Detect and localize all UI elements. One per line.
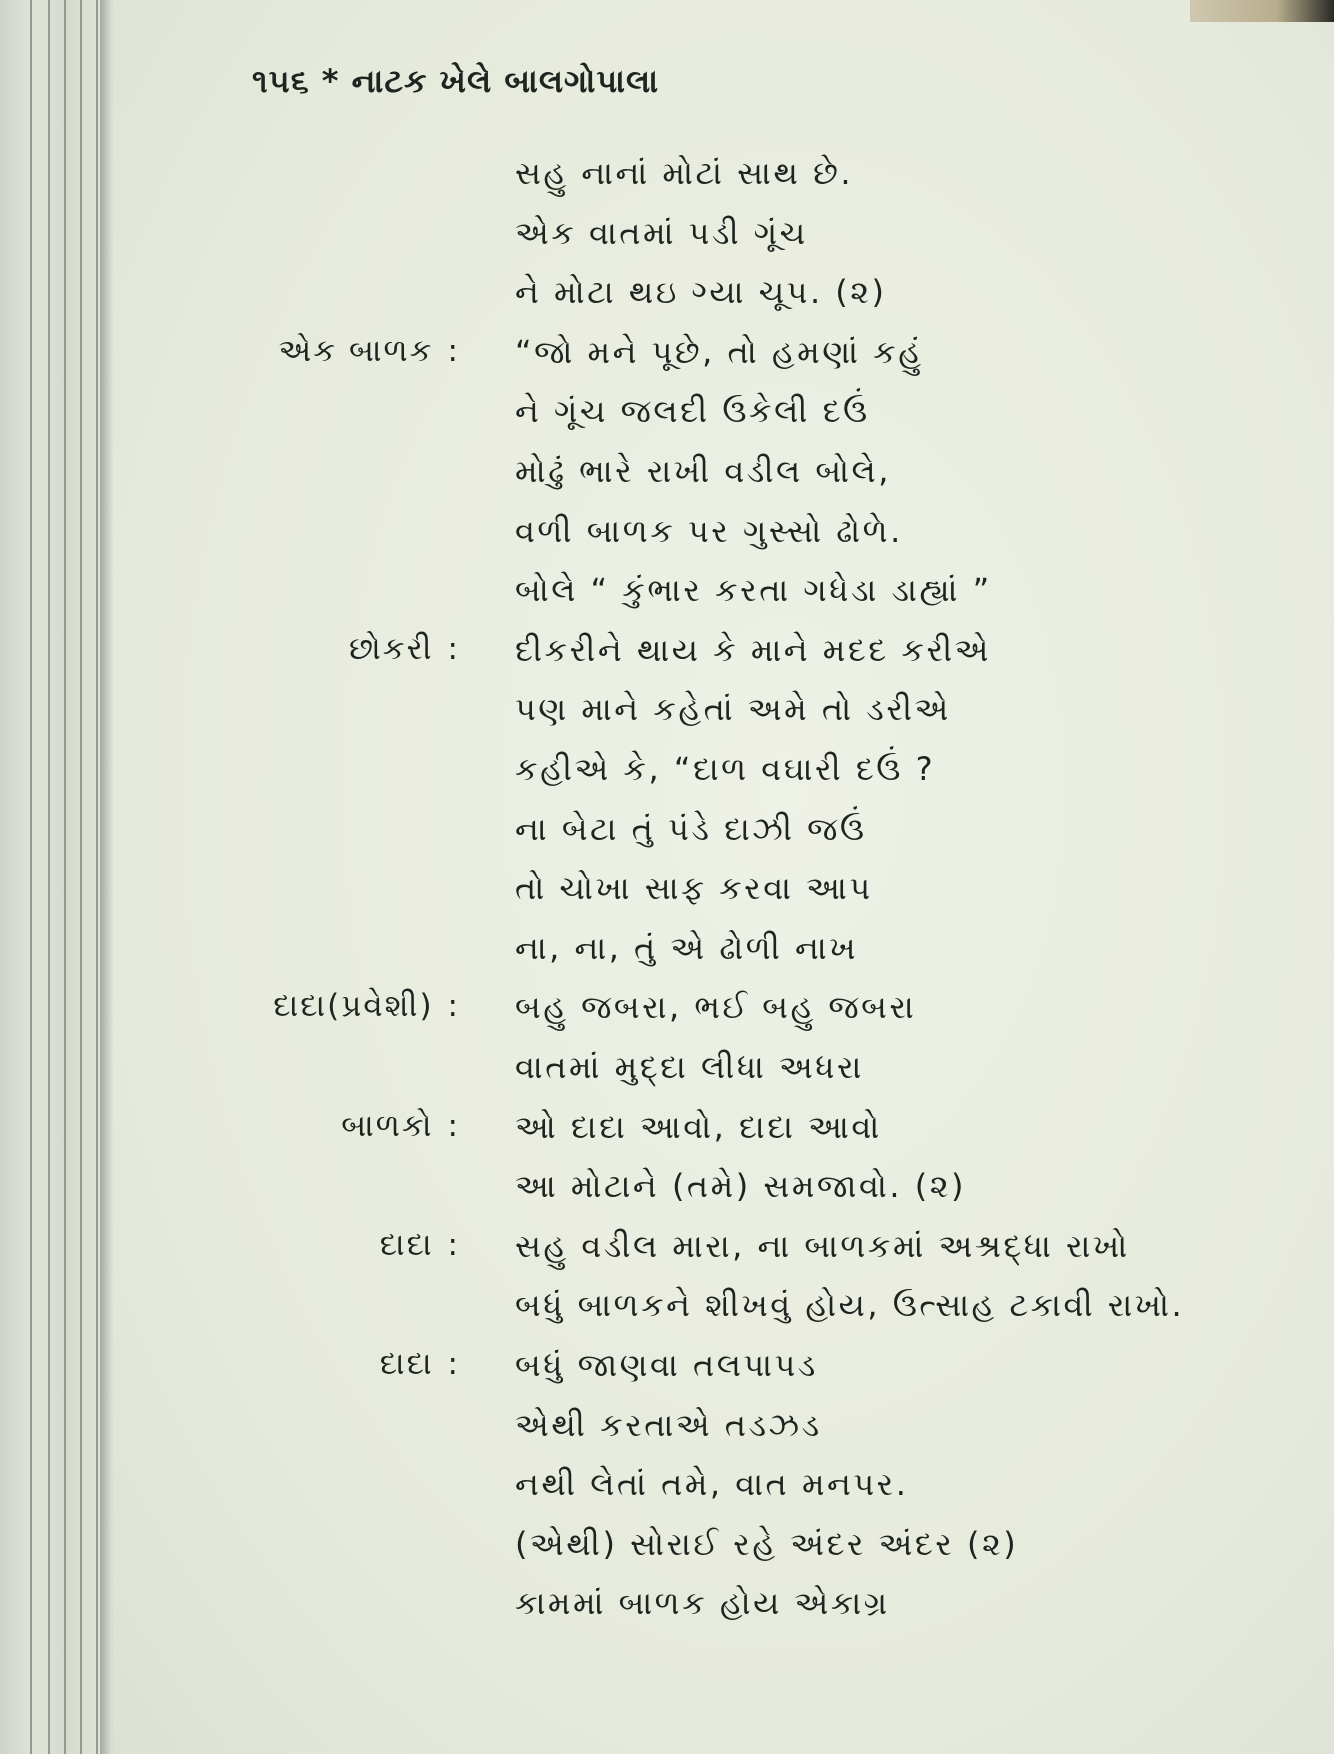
- dialogue-text: નથી લેતાં તમે, વાત મનપર.: [515, 1465, 909, 1504]
- speaker-name: એક બાળક: [278, 332, 434, 369]
- speaker-colon: :: [447, 1346, 460, 1382]
- speaker-label: [273, 988, 460, 1025]
- script-line: [0, 1461, 1334, 1521]
- dialogue-text: એક વાતમાં પડી ગૂંચ: [515, 213, 808, 252]
- dialogue-text: આ મોટાને (તમે) સમજાવો. (૨): [515, 1167, 966, 1206]
- dialogue-text: સહુ વડીલ મારા, ના બાળકમાં અશ્રદ્ધા રાખો: [515, 1226, 1130, 1265]
- script-line: [0, 329, 1334, 389]
- script-line: [0, 746, 1334, 806]
- dialogue-text: એથી કરતાએ તડઝડ: [515, 1405, 822, 1444]
- speaker-colon: :: [447, 1226, 460, 1263]
- script-line: [0, 150, 1334, 210]
- speaker-label: [349, 631, 460, 668]
- script-line: [0, 1521, 1334, 1581]
- script-line: [0, 984, 1334, 1044]
- script-line: [0, 1342, 1334, 1402]
- dialogue-text: પણ માને કહેતાં અમે તો ડરીએ: [515, 690, 951, 729]
- dialogue-text: વળી બાળક પર ગુસ્સો ઢોળે.: [515, 511, 903, 550]
- script-line: [0, 1044, 1334, 1104]
- dialogue-text: બોલે “ કુંભાર કરતા ગધેડા ડાહ્યાં ”: [515, 571, 992, 610]
- speaker-colon: :: [447, 1107, 460, 1144]
- script-line: [0, 567, 1334, 627]
- dialogue-text: કહીએ કે, “દાળ વઘારી દઉં ?: [515, 750, 936, 788]
- script-line: [0, 448, 1334, 508]
- dialogue-text: મોઢું ભારે રાખી વડીલ બોલે,: [515, 452, 891, 490]
- speaker-colon: :: [447, 630, 460, 667]
- script-line: [0, 925, 1334, 985]
- dialogue-text: દીકરીને થાય કે માને મદદ કરીએ: [515, 630, 991, 669]
- dialogue-text: બધું જાણવા તલપાપડ: [515, 1346, 818, 1384]
- script-line: [0, 1402, 1334, 1462]
- script-line: [0, 1282, 1334, 1342]
- dialogue-text: ઓ દાદા આવો, દાદા આવો: [515, 1107, 882, 1146]
- speaker-colon: :: [447, 988, 460, 1025]
- dialogue-text: બહુ જબરા, ભઈ બહુ જબરા: [515, 988, 917, 1027]
- dialogue-text: કામમાં બાળક હોય એકાગ્ર: [515, 1584, 890, 1623]
- speaker-colon: :: [447, 332, 460, 369]
- speaker-label: [380, 1227, 460, 1264]
- script-line: [0, 388, 1334, 448]
- speaker-label: [380, 1346, 460, 1383]
- dialogue-text: બધું બાળકને શીખવું હોય, ઉત્સાહ ટકાવી રાખો.: [515, 1286, 1185, 1325]
- dialogue-text: “જો મને પૂછે, તો હમણાં કહું: [515, 332, 924, 371]
- dialogue-text: સહુ નાનાં મોટાં સાથ છે.: [515, 154, 853, 192]
- dialogue-text: (એથી) સોરાઈ રહે અંદર અંદર (૨): [515, 1524, 1019, 1563]
- script-line: [0, 627, 1334, 687]
- speaker-name: દાદા(પ્રવેશી): [273, 988, 434, 1025]
- speaker-label: [279, 333, 460, 370]
- dialogue-text: ને ગૂંચ જલદી ઉકેલી દઉં: [515, 392, 870, 431]
- script-line: [0, 269, 1334, 329]
- script-line: [0, 686, 1334, 746]
- script-line: [0, 1163, 1334, 1223]
- script-line: [0, 865, 1334, 925]
- speaker-name: બાળકો: [341, 1107, 434, 1144]
- speaker-label: [341, 1108, 460, 1145]
- dialogue-text: ને મોટા થઇ ગ્યા ચૂપ. (૨): [515, 273, 887, 312]
- script-line: [0, 210, 1334, 270]
- speaker-name: દાદા: [379, 1226, 434, 1263]
- speaker-name: છોકરી: [349, 630, 434, 667]
- dialogue-text: વાતમાં મુદ્દા લીધા અધરા: [515, 1048, 864, 1086]
- speaker-name: દાદા: [379, 1346, 434, 1382]
- dialogue-text: ના બેટા તું પંડે દાઝી જઉં: [515, 809, 867, 848]
- script-line: [0, 508, 1334, 568]
- dialogue-text: તો ચોખા સાફ કરવા આપ: [515, 869, 873, 908]
- script-line: [0, 806, 1334, 866]
- dialogue-text: ના, ના, તું એ ઢોળી નાખ: [515, 928, 859, 967]
- page-header: ૧૫૬ * નાટક ખેલે બાલગોપાલા: [252, 62, 660, 100]
- script-line: [0, 1223, 1334, 1283]
- script-line: [0, 1104, 1334, 1164]
- script-line: [0, 1580, 1334, 1640]
